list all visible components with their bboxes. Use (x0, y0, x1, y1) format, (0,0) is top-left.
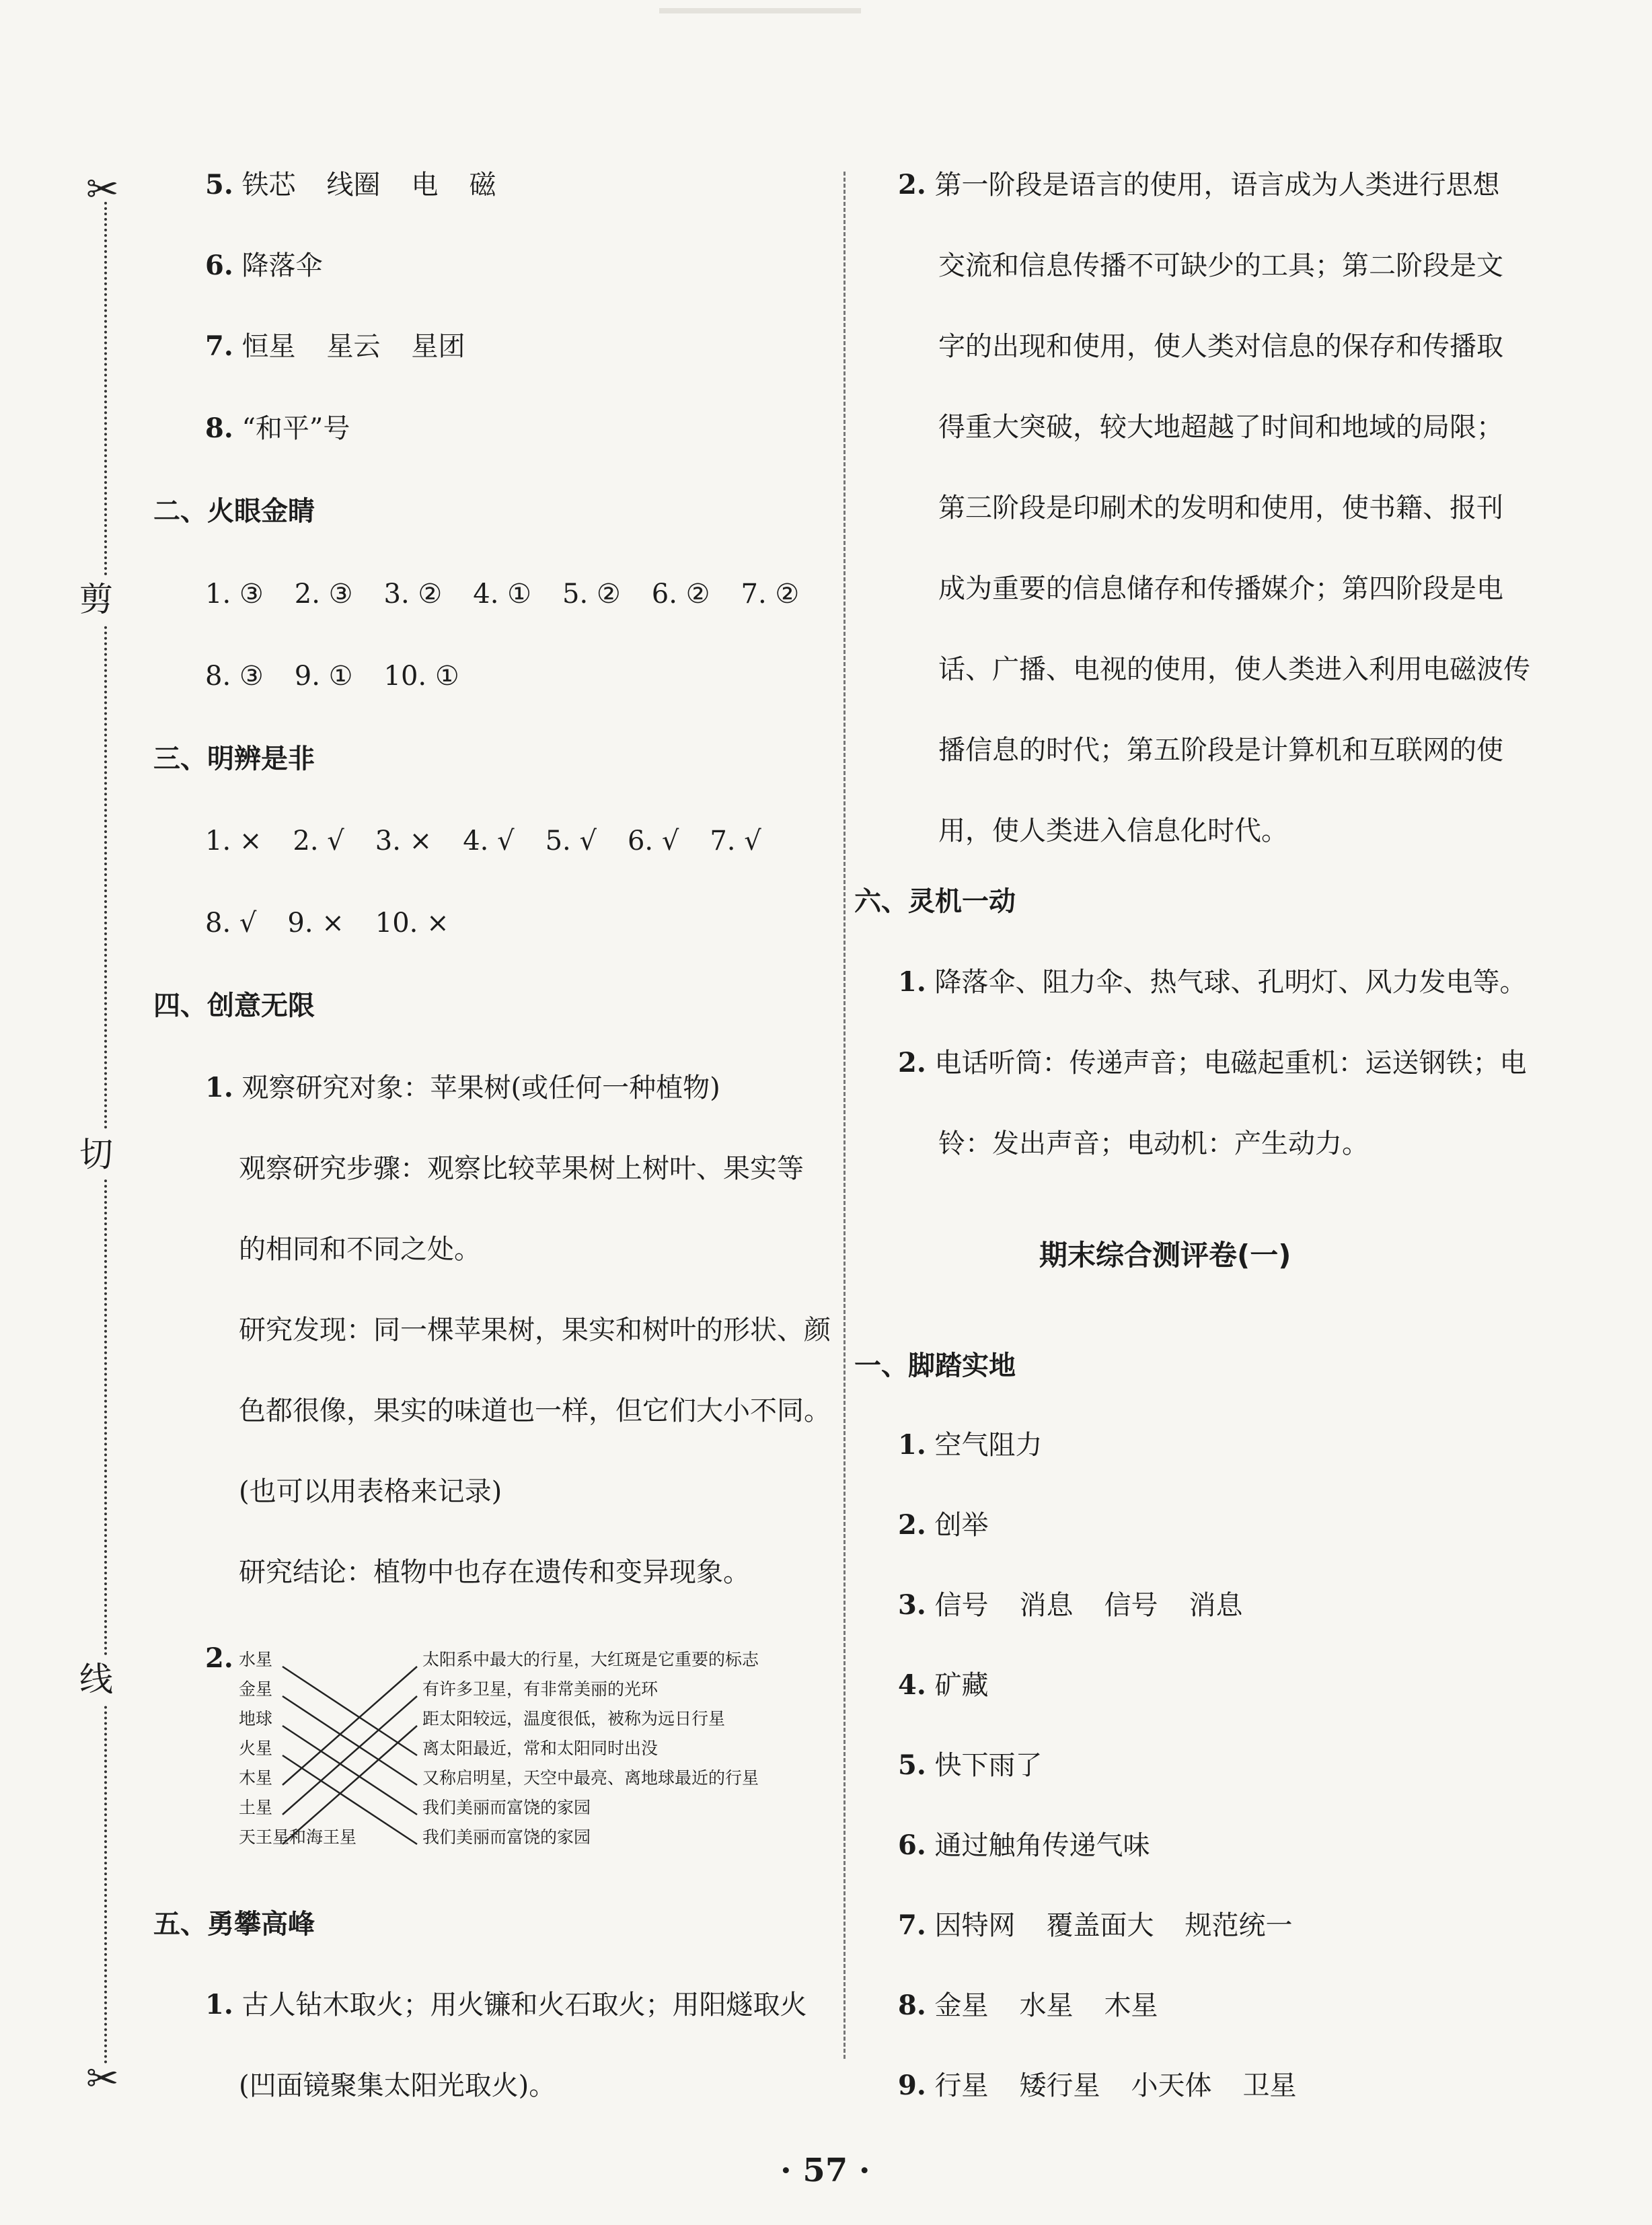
answer-text: 的相同和不同之处。 (239, 1234, 481, 1265)
match-line (283, 1726, 417, 1815)
answer-text: 1. 观察研究对象：苹果树(或任何一种植物) (205, 1072, 720, 1103)
section-heading: 五、勇攀高峰 (153, 1909, 315, 1940)
answer-text: 铃：发出声音；电动机：产生动力。 (938, 1128, 1369, 1159)
answer-text: 用，使人类进入信息化时代。 (938, 815, 1288, 846)
match-left-item: 火星 (239, 1739, 273, 1758)
answer-row: 3. 信号 消息 信号 消息 (898, 1589, 1243, 1621)
match-line (283, 1726, 417, 1844)
section-heading: 三、明辨是非 (153, 743, 315, 774)
answer-row: 7. 因特网 覆盖面大 规范统一 (898, 1909, 1293, 1941)
answer-row: 6. 通过触角传递气味 (898, 1829, 1150, 1861)
cut-char: 剪 (79, 575, 113, 624)
column-divider (843, 172, 846, 2059)
match-line (283, 1696, 417, 1815)
match-line (283, 1667, 417, 1785)
answer-row: 4. 矿藏 (898, 1669, 989, 1701)
answer-text: 色都很像，果实的味道也一样，但它们大小不同。 (239, 1395, 831, 1426)
scissors-icon: ✂ (86, 166, 119, 212)
scissors-icon: ✂ (86, 2055, 119, 2101)
answer-text: 研究发现：同一棵苹果树，果实和树叶的形状、颜 (239, 1315, 831, 1346)
answer-text: 得重大突破，较大地超越了时间和地域的局限； (938, 412, 1503, 443)
match-line (283, 1755, 417, 1844)
answer-text: (也可以用表格来记录) (239, 1476, 502, 1507)
answer-text: 1. 降落伞、阻力伞、热气球、孔明灯、风力发电等。 (898, 966, 1527, 998)
answer-row: 5. 快下雨了 (898, 1749, 1043, 1781)
answer-row: 9. 行星 矮行星 小天体 卫星 (898, 2070, 1297, 2101)
match-right-item: 太阳系中最大的行星，大红斑是它重要的标志 (422, 1650, 759, 1669)
cut-char: 切 (79, 1130, 113, 1179)
exam-title: 期末综合测评卷(一) (1039, 1239, 1291, 1272)
answer-l6: 6. 降落伞 (205, 250, 323, 281)
match-line (283, 1667, 417, 1755)
answer-l7: 7. 恒星 星云 星团 (205, 330, 465, 362)
match-right-list (422, 1645, 759, 1852)
answer-l5: 5. 铁芯 线圈 电 磁 (205, 169, 496, 200)
match-left-item: 木星 (239, 1768, 273, 1788)
match-right-item: 我们美丽而富饶的家园 (422, 1798, 591, 1817)
page-number: · 57 · (780, 2152, 870, 2189)
match-left-item: 水星 (239, 1650, 273, 1669)
match-left-item: 地球 (239, 1709, 273, 1728)
match-right-item: 又称启明星，天空中最亮、离地球最近的行星 (422, 1768, 759, 1788)
answer-text: 观察研究步骤：观察比较苹果树上树叶、果实等 (239, 1153, 804, 1184)
answer-text: 研究结论：植物中也存在遗传和变异现象。 (239, 1557, 750, 1588)
answer-text: 2. 第一阶段是语言的使用，语言成为人类进行思想 (898, 169, 1500, 200)
answer-text: 播信息的时代；第五阶段是计算机和互联网的使 (938, 735, 1503, 766)
section-heading: 一、脚踏实地 (854, 1350, 1016, 1381)
section-heading: 二、火眼金睛 (153, 496, 315, 527)
answer-row: 2. 创举 (898, 1509, 989, 1541)
cut-char: 线 (79, 1655, 113, 1704)
judge-row: 1. × 2. √ 3. × 4. √ 5. √ 6. √ 7. √ (205, 826, 761, 856)
answer-text: 2. 电话听筒：传递声音；电磁起重机：运送钢铁；电 (898, 1047, 1527, 1079)
match-right-item: 我们美丽而富饶的家园 (422, 1827, 591, 1847)
section-heading: 六、灵机一动 (854, 886, 1016, 917)
answer-text: 第三阶段是印刷术的发明和使用，使书籍、报刊 (938, 493, 1503, 523)
answer-text: 1. 古人钻木取火；用火镰和火石取火；用阳燧取火 (205, 1989, 807, 2020)
match-left-item: 金星 (239, 1679, 273, 1699)
match-right-item: 离太阳最近，常和太阳同时出没 (422, 1739, 659, 1758)
answer-row: 8. 金星 水星 木星 (898, 1990, 1158, 2021)
answer-l8: 8. “和平”号 (205, 412, 350, 444)
top-scan-mark (659, 8, 861, 13)
match-right-item: 有许多卫星，有非常美丽的光环 (422, 1679, 659, 1699)
answer-text: 交流和信息传播不可缺少的工具；第二阶段是文 (938, 250, 1503, 281)
match-right-item: 距太阳较远，温度很低，被称为远日行星 (422, 1709, 726, 1728)
answer-num: 2. (205, 1642, 233, 1674)
answer-text: 成为重要的信息储存和传播媒介；第四阶段是电 (938, 573, 1503, 604)
choice-row: 1. ③ 2. ③ 3. ② 4. ① 5. ② 6. ② 7. ② (205, 579, 800, 610)
answer-row: 1. 空气阻力 (898, 1429, 1043, 1461)
match-lines (269, 1652, 424, 1867)
answer-text: (凹面镜聚集太阳光取火)。 (239, 2070, 556, 2101)
section-heading: 四、创意无限 (153, 990, 315, 1021)
answer-text: 字的出现和使用，使人类对信息的保存和传播取 (938, 331, 1503, 362)
judge-row: 8. √ 9. × 10. × (205, 908, 449, 939)
answer-text: 话、广播、电视的使用，使人类进入利用电磁波传 (938, 654, 1530, 685)
match-left-item: 土星 (239, 1798, 273, 1817)
choice-row: 8. ③ 9. ① 10. ① (205, 661, 459, 692)
match-line (283, 1696, 417, 1785)
match-left-item: 天王星和海王星 (239, 1827, 357, 1847)
